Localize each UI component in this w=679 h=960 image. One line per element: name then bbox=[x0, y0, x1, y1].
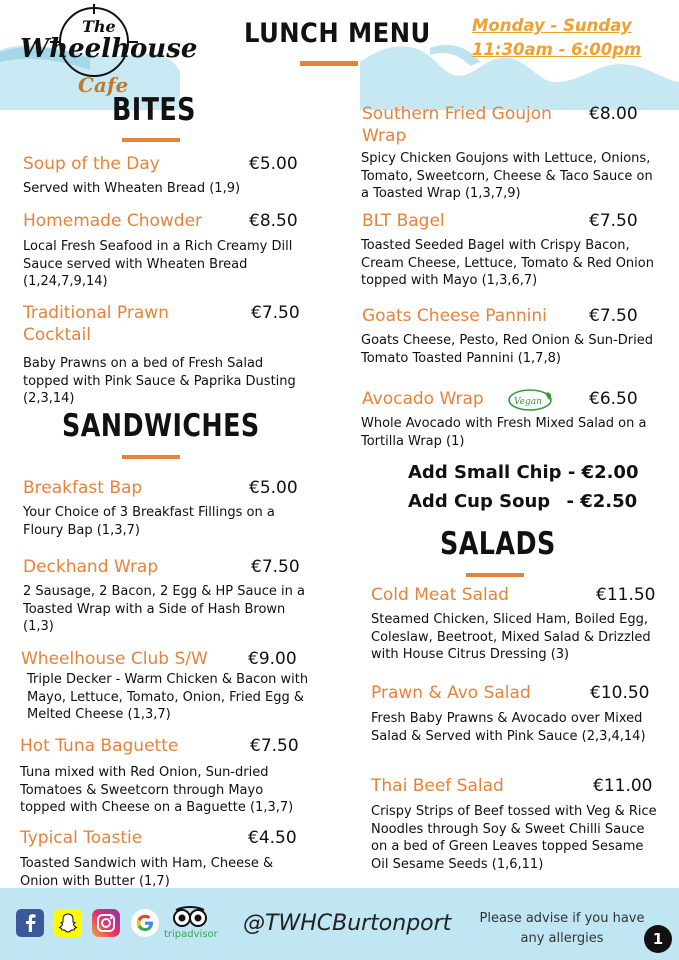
item-name: Homemade Chowder bbox=[23, 211, 203, 231]
section-title-bites: BITES bbox=[112, 92, 196, 128]
item-price: €7.50 bbox=[251, 303, 300, 323]
item-price: €4.50 bbox=[248, 828, 297, 848]
item-description: Toasted Sandwich with Ham, Cheese & Onion with Butter (1,7) bbox=[20, 856, 274, 889]
addon-price: - €2.50 bbox=[566, 491, 638, 512]
item-description: Toasted Seeded Bagel with Crispy Bacon, Cream Cheese, Lettuce, Tomato & Red Onion topped with Mayo (1,3,6,7) bbox=[361, 238, 654, 288]
facebook-icon[interactable] bbox=[16, 909, 44, 937]
item-description: Tuna mixed with Red Onion, Sun-dried Tomatoes & Sweetcorn through Mayo topped with Cheese on a Baguette (1,3,7) bbox=[20, 765, 294, 815]
item-price: €8.00 bbox=[589, 104, 638, 124]
item-description: Fresh Baby Prawns & Avocado over Mixed Salad & Served with Pink Sauce (2,3,4,14) bbox=[371, 711, 646, 744]
instagram-icon[interactable] bbox=[92, 909, 120, 937]
item-name: BLT Bagel bbox=[362, 211, 445, 231]
google-icon[interactable] bbox=[131, 909, 159, 937]
item-name: Typical Toastie bbox=[20, 828, 143, 848]
item-description: Spicy Chicken Goujons with Lettuce, Onions, Tomato, Sweetcorn, Cheese & Taco Sauce on a Toasted Wrap (1,3,7,9) bbox=[361, 151, 653, 201]
vegan-badge bbox=[507, 388, 553, 412]
item-name: Thai Beef Salad bbox=[371, 776, 504, 796]
snapchat-icon[interactable] bbox=[54, 909, 82, 937]
social-handle[interactable]: @TWHCBurtonport bbox=[243, 911, 452, 936]
opening-times: 11:30am - 6:00pm bbox=[472, 40, 642, 59]
item-description: Goats Cheese, Pesto, Red Onion & Sun-Dried Tomato Toasted Pannini (1,7,8) bbox=[361, 333, 653, 366]
opening-hours bbox=[472, 14, 641, 62]
item-description: Crispy Strips of Beef tossed with Veg & Rice Noodles through Soy & Sweet Chilli Sauce on a bed of Green Leaves topped Sesame Oil Sesame Seeds (1,6,11) bbox=[371, 804, 657, 872]
section-underline-sandwiches bbox=[122, 455, 180, 459]
item-name: Southern Fried Goujon Wrap bbox=[362, 104, 552, 146]
item-description: Baby Prawns on a bed of Fresh Salad topped with Pink Sauce & Paprika Dusting (2,3,14) bbox=[23, 356, 296, 406]
addon-small-chip bbox=[408, 462, 639, 483]
item-description: Your Choice of 3 Breakfast Fillings on a Floury Bap (1,3,7) bbox=[23, 505, 275, 538]
addon-label: Add Small Chip bbox=[408, 462, 562, 483]
logo-line-2: Wheelhouse bbox=[20, 34, 198, 64]
item-price: €7.50 bbox=[589, 306, 638, 326]
item-description: Served with Wheaten Bread (1,9) bbox=[23, 181, 241, 196]
item-name: Prawn & Avo Salad bbox=[371, 683, 531, 703]
item-price: €6.50 bbox=[589, 389, 638, 409]
addon-label: Add Cup Soup bbox=[408, 491, 551, 512]
tripadvisor-label: tripadvisor bbox=[164, 929, 218, 940]
item-price: €5.00 bbox=[249, 478, 298, 498]
item-name: Soup of the Day bbox=[23, 154, 160, 174]
addon-price: - €2.00 bbox=[567, 462, 639, 483]
tripadvisor-icon bbox=[172, 906, 208, 928]
item-description: Local Fresh Seafood in a Rich Creamy Dill Sauce served with Wheaten Bread (1,24,7,9,14) bbox=[23, 239, 293, 289]
vegan-badge-label: Vegan bbox=[514, 397, 542, 407]
page-number: 1 bbox=[644, 925, 672, 953]
title-underline bbox=[300, 61, 358, 66]
item-name: Cold Meat Salad bbox=[371, 585, 509, 605]
item-description: Steamed Chicken, Sliced Ham, Boiled Egg, Coleslaw, Beetroot, Mixed Salad & Drizzled with House Citrus Dressing (3) bbox=[371, 612, 651, 662]
allergy-notice: Please advise if you have any allergies bbox=[479, 911, 645, 946]
item-price: €9.00 bbox=[248, 649, 297, 669]
item-name: Breakfast Bap bbox=[23, 478, 143, 498]
logo-line-3: Cafe bbox=[78, 73, 129, 97]
item-name: Wheelhouse Club S/W bbox=[21, 649, 208, 669]
item-price: €5.00 bbox=[249, 154, 298, 174]
item-name: Avocado Wrap bbox=[362, 389, 484, 409]
opening-days: Monday - Sunday bbox=[472, 16, 632, 35]
section-title-salads: SALADS bbox=[440, 526, 556, 562]
item-price: €11.00 bbox=[593, 776, 653, 796]
tripadvisor-logo[interactable] bbox=[164, 904, 218, 944]
menu-title: LUNCH MENU bbox=[244, 18, 431, 49]
item-name: Goats Cheese Pannini bbox=[362, 306, 547, 326]
item-price: €11.50 bbox=[596, 585, 656, 605]
item-price: €10.50 bbox=[590, 683, 650, 703]
section-underline-salads bbox=[466, 573, 524, 577]
item-price: €7.50 bbox=[251, 557, 300, 577]
item-description: Triple Decker - Warm Chicken & Bacon with Mayo, Lettuce, Tomato, Onion, Fried Egg & Melted Cheese (1,3,7) bbox=[27, 672, 309, 722]
item-price: €8.50 bbox=[249, 211, 298, 231]
item-description: 2 Sausage, 2 Bacon, 2 Egg & HP Sauce in a Toasted Wrap with a Side of Hash Brown (1,3) bbox=[23, 584, 305, 634]
wheelhouse-cafe-logo bbox=[14, 2, 198, 102]
item-name: Traditional Prawn Cocktail bbox=[23, 303, 169, 345]
section-title-sandwiches: SANDWICHES bbox=[62, 408, 260, 444]
addon-cup-soup bbox=[408, 491, 637, 512]
item-price: €7.50 bbox=[250, 736, 299, 756]
section-underline-bites bbox=[122, 138, 180, 142]
item-name: Hot Tuna Baguette bbox=[20, 736, 179, 756]
item-name: Deckhand Wrap bbox=[23, 557, 159, 577]
item-price: €7.50 bbox=[589, 211, 638, 231]
item-description: Whole Avocado with Fresh Mixed Salad on a Tortilla Wrap (1) bbox=[361, 416, 647, 449]
logo-line-1: The bbox=[82, 17, 116, 36]
